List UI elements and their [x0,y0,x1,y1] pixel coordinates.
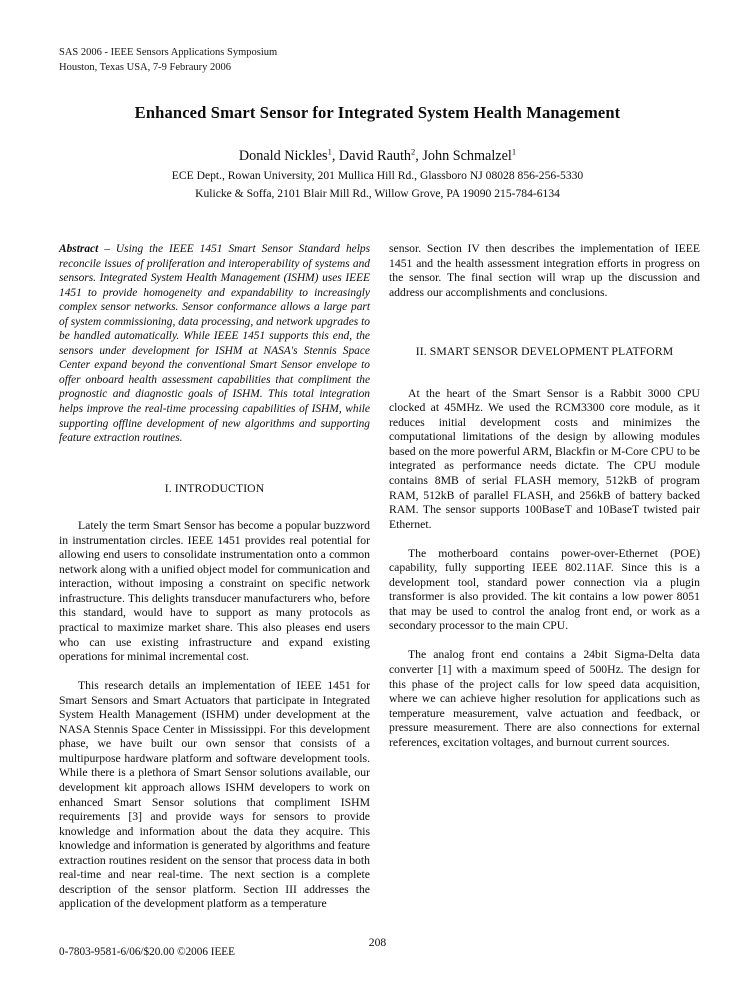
page-title: Enhanced Smart Sensor for Integrated System Health Management [134,103,621,122]
paragraph-intro-2-continued: sensor. Section IV then describes the implementation of IEEE 1451 and the health assessment integration efforts in progress on the sensor. The final section will wrap up the discussion and address our accomplishments and conclusions. [389,242,700,299]
section-heading-platform: II. SMART SENSOR DEVELOPMENT PLATFORM [415,345,674,359]
page-number: 208 [368,936,387,949]
title-block [0,103,755,201]
section-heading-introduction: I. INTRODUCTION [164,481,265,495]
author-affiliation-marker-1: 1 [327,146,332,157]
author-affiliation-marker-2: 2 [411,146,416,157]
author-separator-1: , [331,148,339,164]
author-list [0,147,755,165]
body-columns [59,242,700,911]
footer-isbn: 0-7803-9581-6/06/$20.00 ©2006 IEEE [59,946,235,958]
paragraph-platform-2: The motherboard contains power-over-Ethernet (POE) capability, fully supporting IEEE 802.11AF. Since this is a development tool, standard power connection via a plugin transformer is also provided. The kit contains a low power 8051 that may be used to control the analog front end, or work as a secondary processor to the main CPU. [389,546,700,633]
author-name-2: David Rauth [338,148,412,164]
author-affiliation-marker-3: 1 [511,146,517,157]
abstract-text: Using the IEEE 1451 Smart Sensor Standard helps reconcile issues of proliferation and interoperability of systems and sensors. Integrated System Health Management (ISHM) uses IEEE 1451 to provide homogeneity and expandability to increasingly complex sensor networks. Sensor conformance allows a large part of system commissioning, data processing, and network upgrades to be handled automatically. While IEEE 1451 supports this end, the sensors under development for ISHM at NASA's Stennis Space Center expand beyond the conventional Smart Sensor envelope to offer onboard health assessment capabilities that compliment the prognostic and diagnostic goals of ISHM. This total integration helps improve the real-time processing capabilities of ISHM, while supporting offline development of new algorithms and supporting feature extraction routines. [59,243,371,445]
author-name-3: John Schmalzel [422,148,512,164]
abstract-dash: – [98,243,116,255]
affiliation-line-1: ECE Dept., Rowan University, 201 Mullica Hill Rd., Glassboro NJ 08028 856-256-5330 [171,169,584,182]
conference-header-line-1: SAS 2006 - IEEE Sensors Applications Symposium [59,47,278,58]
paragraph-intro-1: Lately the term Smart Sensor has become a popular buzzword in instrumentation circles. IEEE 1451 provides real potential for allowing end users to consolidate instrumentation onto a common network along with a unified object model for communication and interaction, without imposing a constraint on specific network infrastructure. This delights transducer manufacturers who, before this standard, would have to support as many protocols as practical to maximize market share. This also pleases end users who can use existing infrastructure and expand existing operations for minimal incremental cost. [59,519,370,664]
column-left [59,242,370,912]
paragraph-platform-1: At the heart of the Smart Sensor is a Rabbit 3000 CPU clocked at 45MHz. We used the RCM3300 core module, as it reduces initial development costs and minimizes the computational limitations of the design by allowing modules based on the more powerful ARM, Blackfin or M-Core CPU to be integrated as performance needs dictate. The CPU module contains 8MB of serial FLASH memory, 512kB of program RAM, 512kB of parallel FLASH, and 256kB of battery backed RAM. The sensor supports 100BaseT and 10BaseT twisted pair Ethernet. [389,386,700,531]
abstract-label: Abstract [59,243,99,255]
paragraph-intro-2: This research details an implementation of IEEE 1451 for Smart Sensors and Smart Actuators that participate in Integrated System Health Management (ISHM) under development at the NASA Stennis Space Center in Mississippi. For this development phase, we have built our own sensor that consists of a multipurpose hardware platform and software development tools. While there is a plethora of Smart Sensor solutions available, our development kit approach allows ISHM developers to work on enhanced Smart Sensor solutions that compliment ISHM requirements [3] and provide ways for sensors to provide knowledge and information about the data they acquire. This knowledge and information is generated by algorithms and feature extraction routines resident on the sensor that process data in both real-time and near real-time. The next section is a complete description of the sensor platform. Section III addresses the application of the development platform as a temperature [59,679,370,911]
author-name-1: Donald Nickles [238,148,328,164]
conference-header-line-2: Houston, Texas USA, 7-9 Febraury 2006 [59,61,232,73]
author-separator-2: , [415,148,423,164]
abstract-paragraph [59,242,370,446]
paragraph-platform-3: The analog front end contains a 24bit Sigma-Delta data converter [1] with a maximum speed of 500Hz. The design for this phase of the project calls for low speed data acquisition, where we can achieve higher resolution for applications such as temperature measurement, valve actuation and feedback, or pressure measurement. There are also connections for external references, excitation voltages, and burnout current sources. [389,648,700,749]
conference-header [59,46,277,75]
column-right [389,242,700,750]
affiliation-line-2: Kulicke & Soffa, 2101 Blair Mill Rd., Willow Grove, PA 19090 215-784-6134 [195,187,560,201]
